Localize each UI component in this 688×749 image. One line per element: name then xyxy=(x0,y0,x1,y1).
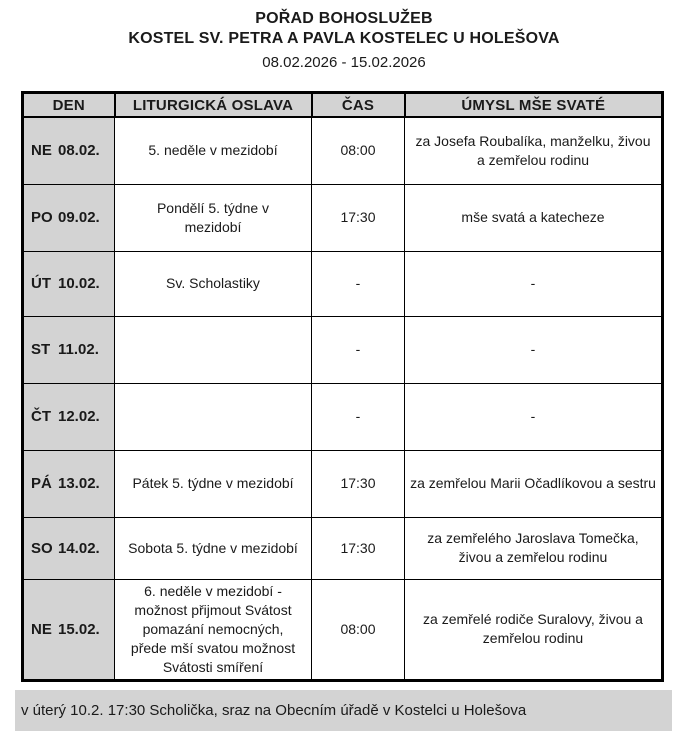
table-row xyxy=(23,251,663,316)
day-cell xyxy=(23,117,115,184)
time-cell: 17:30 xyxy=(312,184,405,251)
table-row xyxy=(23,184,663,251)
day-cell xyxy=(23,316,115,383)
day-date: 10.02. xyxy=(58,275,100,292)
intention-cell: za zemřelou Marii Očadlíkovou a sestru xyxy=(405,450,663,517)
day-abbr: ČT xyxy=(31,408,51,425)
intention-cell: - xyxy=(405,251,663,316)
day-date: 13.02. xyxy=(58,475,100,492)
day-abbr: PÁ xyxy=(31,475,52,492)
page-title: POŘAD BOHOSLUŽEB xyxy=(255,10,433,27)
intention-cell: mše svatá a katecheze xyxy=(405,184,663,251)
day-cell xyxy=(23,383,115,450)
day-date: 09.02. xyxy=(58,209,100,226)
time-cell: 17:30 xyxy=(312,450,405,517)
table-row xyxy=(23,579,663,680)
table-row xyxy=(23,383,663,450)
document-header xyxy=(0,0,688,72)
liturgy-cell: 6. neděle v mezidobí - možnost přijmout Svátost pomazání nemocných, přede mší svatou možnost Svátosti smíření xyxy=(115,579,312,680)
day-cell xyxy=(23,517,115,579)
day-date: 15.02. xyxy=(58,620,100,638)
column-header-time: ČAS xyxy=(312,93,405,118)
intention-cell: za zemřelé rodiče Suralovy, živou a zemřelou rodinu xyxy=(405,579,663,680)
liturgy-cell: Sv. Scholastiky xyxy=(115,251,312,316)
time-cell: - xyxy=(312,383,405,450)
time-cell: 08:00 xyxy=(312,117,405,184)
day-abbr: ÚT xyxy=(31,275,51,292)
day-date: 12.02. xyxy=(58,408,100,425)
day-abbr: SO xyxy=(31,539,53,557)
intention-cell: za zemřelého Jaroslava Tomečka, živou a zemřelou rodinu xyxy=(405,517,663,579)
liturgy-cell: Sobota 5. týdne v mezidobí xyxy=(115,517,312,579)
liturgy-cell: Pondělí 5. týdne v mezidobí xyxy=(115,184,312,251)
table-row xyxy=(23,117,663,184)
intention-cell: za Josefa Roubalíka, manželku, živou a zemřelou rodinu xyxy=(405,117,663,184)
note-text: v úterý 10.2. 17:30 Scholička, sraz na Obecním úřadě v Kostelci u Holešova xyxy=(21,702,527,719)
time-cell: 08:00 xyxy=(312,579,405,680)
day-cell xyxy=(23,184,115,251)
day-abbr: NE xyxy=(31,142,52,160)
day-date: 11.02. xyxy=(58,341,99,358)
liturgy-cell: Pátek 5. týdne v mezidobí xyxy=(115,450,312,517)
table-row xyxy=(23,517,663,579)
date-range: 08.02.2026 - 15.02.2026 xyxy=(262,54,426,71)
note-bar xyxy=(15,690,672,731)
liturgy-cell xyxy=(115,383,312,450)
intention-cell: - xyxy=(405,383,663,450)
column-header-day: DEN xyxy=(23,93,115,118)
day-abbr: ST xyxy=(31,341,51,358)
time-cell: 17:30 xyxy=(312,517,405,579)
day-cell xyxy=(23,450,115,517)
time-cell: - xyxy=(312,316,405,383)
table-row xyxy=(23,316,663,383)
liturgy-cell: 5. neděle v mezidobí xyxy=(115,117,312,184)
column-header-intention: ÚMYSL MŠE SVATÉ xyxy=(405,93,663,118)
intention-cell: - xyxy=(405,316,663,383)
time-cell: - xyxy=(312,251,405,316)
day-cell xyxy=(23,579,115,680)
page-subtitle: KOSTEL SV. PETRA A PAVLA KOSTELEC U HOLEŠOVA xyxy=(128,30,560,47)
day-date: 08.02. xyxy=(58,142,100,160)
day-date: 14.02. xyxy=(58,539,100,557)
schedule-table xyxy=(21,91,664,682)
liturgy-cell xyxy=(115,316,312,383)
day-abbr: NE xyxy=(31,620,52,638)
column-header-liturgy: LITURGICKÁ OSLAVA xyxy=(115,93,312,118)
header-row xyxy=(23,93,663,118)
day-cell xyxy=(23,251,115,316)
table-row xyxy=(23,450,663,517)
day-abbr: PO xyxy=(31,209,53,226)
